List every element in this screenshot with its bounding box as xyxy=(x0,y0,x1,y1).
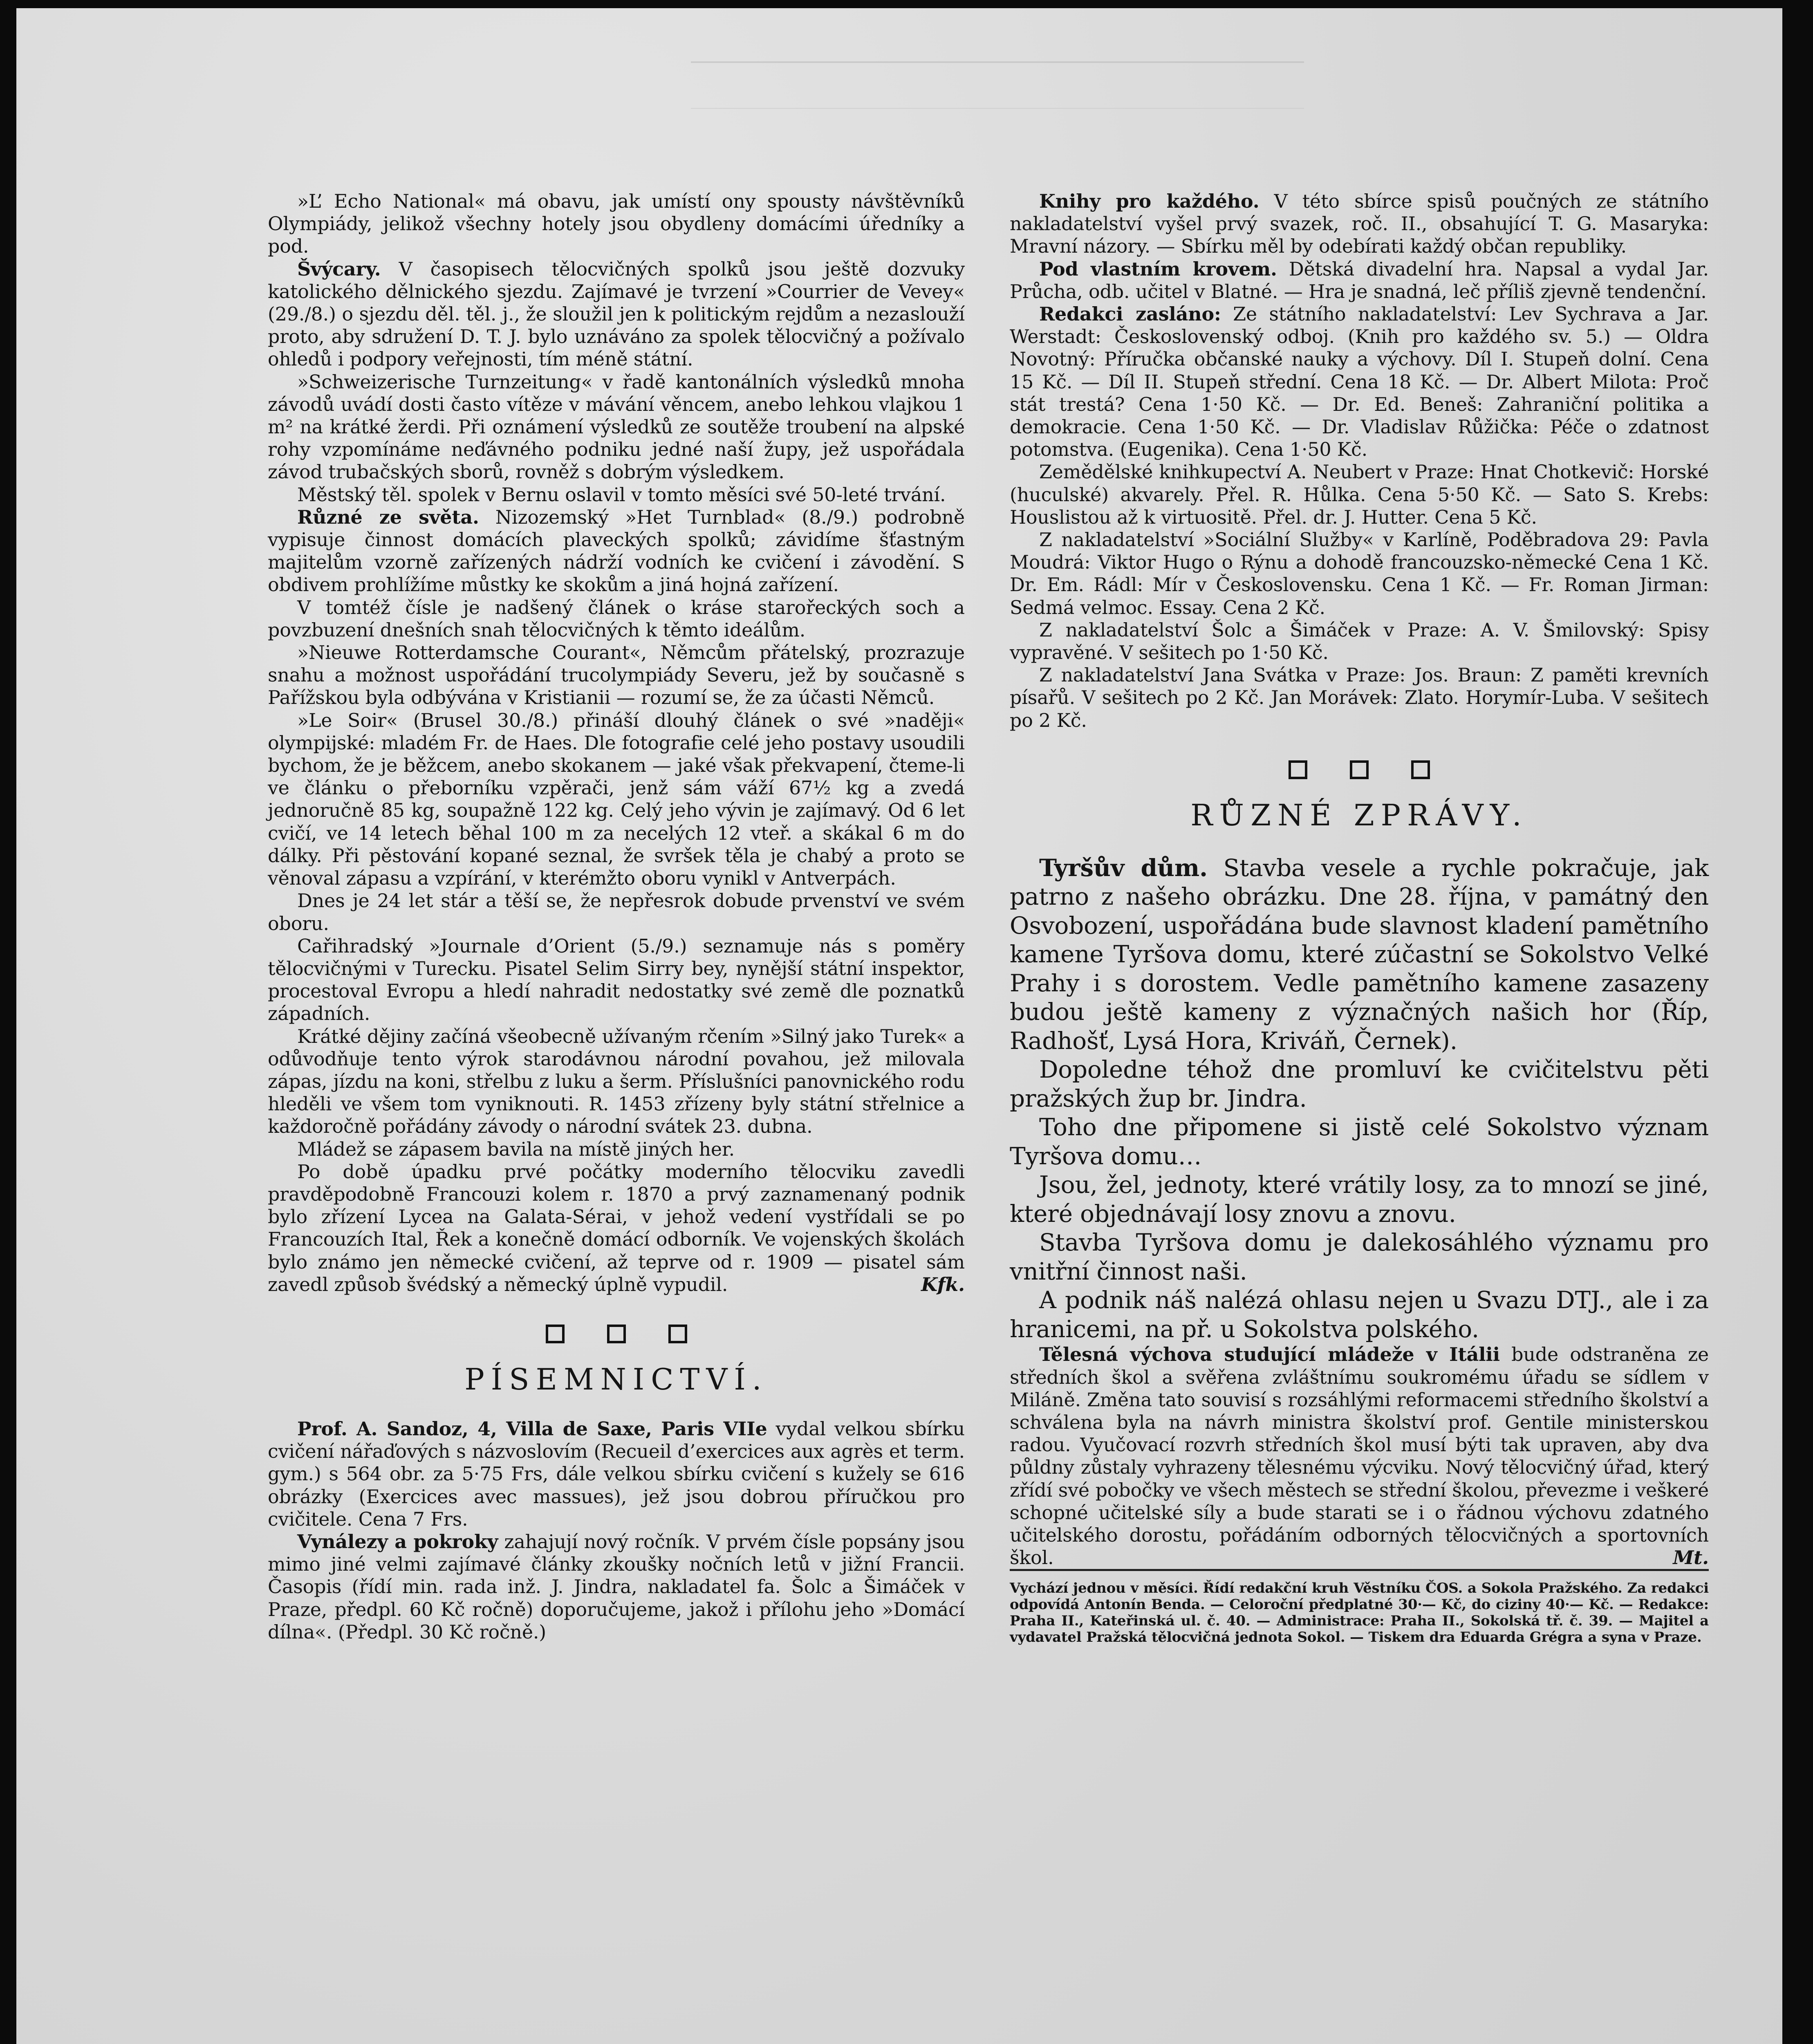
paragraph xyxy=(268,1418,965,1531)
paragraph-title: Knihy pro každého. xyxy=(1039,190,1259,212)
paragraph-title: Tyršův dům. xyxy=(1039,854,1208,882)
square-ornament-icon xyxy=(546,1325,565,1343)
paragraph: Z nakladatelství »Sociální Služby« v Karlíně, Poděbradova 29: Pavla Moudrá: Viktor Hugo o Rýnu a dohodě francouzsko-německé Cena 1 Kč. Dr. Em. Rádl: Mír v Československu. Cena 1 Kč. — Fr. Roman Jirman: Sedmá velmoc. Essay. Cena 2 Kč. xyxy=(1010,529,1709,619)
paragraph-body: Dětská divadelní hra. Napsal a vydal Jar. Průcha, odb. učitel v Blatné. — Hra je snadná, leč příliš zjevně tendenční. xyxy=(1010,258,1709,303)
section-heading: PÍSEMNICTVÍ. xyxy=(464,1362,768,1396)
paragraph: Zemědělské knihkupectví A. Neubert v Praze: Hnat Chotkevič: Horské (huculské) akvarely. Přel. R. Hůlka. Cena 5·50 Kč. — Sato S. Krebs: Houslistou až k virtuositě. Přel. dr. J. Hutter. Cena 5 Kč. xyxy=(1010,461,1709,528)
paragraph-body: Ze státního nakladatelství: Lev Sychrava a Jar. Werstadt: Československý odboj. (Knih pro každého sv. 5.) — Oldra Novotný: Příručka občanské nauky a výchovy. Díl I. Stupeň dolní. Cena 15 Kč. — Díl II. Stupeň střední. Cena 18 Kč. — Dr. Albert Milota: Proč stát trestá? Cena 1·50 Kč. — Dr. Ed. Beneš: Zahraniční politika a demokracie. Cena 1·50 Kč. — Dr. Vladislav Růžička: Péče o zdatnost potomstva. (Eugenika). Cena 1·50 Kč. xyxy=(1010,303,1709,461)
paragraph-body: V časopisech tělocvičných spolků jsou ještě dozvuky katolického dělnického sjezdu. Zajímavé je tvrzení »Courrier de Vevey« (29./8.) o sjezdu děl. těl. j., že sloužil jen k politickým rejdům a nezaslouží proto, aby sdružení D. T. J. bylo uznáváno za spolek tělocvičný a požívalo ohledů i podpory veřejnosti, tím méně státní. xyxy=(268,258,965,370)
imprint-footnote: Vychází jednou v měsíci. Řídí redakční kruh Věstníku ČOS. a Sokola Pražského. Za redakci odpovídá Antonín Benda. — Celoroční předplatné 30·— Kč, do ciziny 40·— Kč. — Redakce: Praha II., Kateřinská ul. č. 40. — Administrace: Praha II., Sokolská tř. č. 39. — Majitel a vydavatel Pražská tělocvičná jednota Sokol. — Tiskem dra Eduarda Grégra a syna v Praze. xyxy=(1010,1569,1709,1645)
paragraph: »Nieuwe Rotterdamsche Courant«, Němcům přátelský, prozrazuje snahu a možnost uspořádání trucolympiády Severu, jež by současně s Pařížskou byla odbývána v Kristianii — rozumí se, že za účasti Němců. xyxy=(268,641,965,709)
square-ornament-icon xyxy=(607,1325,626,1343)
paragraph: Z nakladatelství Šolc a Šimáček v Praze: A. V. Šmilovský: Spisy vypravěné. V sešitech po 1·50 Kč. xyxy=(1010,619,1709,664)
paragraph-title: Redakci zasláno: xyxy=(1039,303,1221,325)
paragraph: Městský těl. spolek v Bernu oslavil v tomto měsíci své 50-leté trvání. xyxy=(297,483,946,506)
paragraph-body: zahajují nový ročník. V prvém čísle popsány jsou mimo jiné velmi zajímavé články zkoušky nočních letů v jižní Francii. Časopis (řídí min. rada inž. J. Jindra, nakladatel fa. Šolc a Šimáček v Praze, předpl. 60 Kč ročně) doporučujeme, jakož i přílohu jeho »Domácí dílna«. (Předpl. 30 Kč ročně.) xyxy=(268,1530,965,1643)
square-ornament-icon xyxy=(1411,760,1430,779)
paragraph: Krátké dějiny začíná všeobecně užívaným rčením »Silný jako Turek« a odůvodňuje tento výrok starodávnou národní povahou, jež milovala zápas, jízdu na koni, střelbu z luku a šerm. Příslušníci panovnického rodu hleděli ve všem tom vyniknouti. R. 1453 zřízeny byly státní střelnice a každoročně pořádány závody o národní svátek 23. dubna. xyxy=(268,1025,965,1138)
author-signature: Mt. xyxy=(1673,1546,1709,1569)
paragraph-title: Tělesná výchova studující mládeže v Itálii xyxy=(1039,1343,1500,1366)
paragraph xyxy=(268,506,965,596)
paragraph-body: V této sbírce spisů poučných ze státního nakladatelství vyšel prvý svazek, roč. II., obsahující T. G. Masaryka: Mravní názory. — Sbírku měl by odebírati každý občan republiky. xyxy=(1010,190,1709,258)
paragraph-body: vydal velkou sbírku cvičení nářaďových s názvoslovím (Recueil d’exercices aux agrès et term. gym.) s 564 obr. za 5·75 Frs, dále velkou sbírku cvičení s kužely se 616 obrázky (Exercices avec massues), jež jsou dobrou příručkou pro cvičitele. Cena 7 Frs. xyxy=(268,1417,965,1530)
paragraph-title: Pod vlastním krovem. xyxy=(1039,258,1277,280)
paragraph: Dopoledne téhož dne promluví ke cvičitelstvu pěti pražských žup br. Jindra. xyxy=(1010,1056,1709,1112)
section-divider xyxy=(268,1321,965,1346)
paragraph: »Schweizerische Turnzeitung« v řadě kantonálních výsledků mnoha závodů uvádí dosti často vítěze v mávání věncem, anebo lehkou vlajkou 1 m² na krátké žerdi. Při oznámení výsledků ze soutěže troubení na alpské rohy vzpomínáme neďávného podniku jedné naší župy, jež uspořádala závod trubačských sborů, rovněž s dobrým výsledkem. xyxy=(268,370,965,483)
paragraph: V tomtéž čísle je nadšený článek o kráse starořeckých soch a povzbuzení dnešních snah tělocvičných k těmto ideálům. xyxy=(268,596,965,641)
paragraph xyxy=(1010,1343,1709,1569)
page xyxy=(16,8,1782,2044)
square-ornament-icon xyxy=(1289,760,1307,779)
paragraph-title: Švýcary. xyxy=(297,258,381,280)
header-rule xyxy=(691,61,1304,109)
paragraph xyxy=(1010,303,1709,461)
paragraph xyxy=(1010,190,1709,258)
paragraph: Cařihradský »Journale d’Orient (5./9.) seznamuje nás s poměry tělocvičnými v Turecku. Pisatel Selim Sirry bey, nynější státní inspektor, procestoval Evropu a hledí nahradit nedostatky své země dle poznatků západních. xyxy=(268,935,965,1025)
paragraph xyxy=(1010,854,1709,1056)
paragraph xyxy=(268,258,965,371)
section-divider xyxy=(1010,757,1709,782)
paragraph-title: Různé ze světa. xyxy=(297,506,479,528)
paragraph-body: Stavba vesele a rychle pokračuje, jak patrno z našeho obrázku. Dne 28. října, v památný den Osvobození, uspořádána bude slavnost kladení pamětního kamene Tyršova domu, které zúčastní se Sokolstvo Velké Prahy i s dorostem. Vedle pamětního kamene zasazeny budou ještě kameny z význačných našich hor (Říp, Radhošť, Lysá Hora, Kriváň, Černek). xyxy=(1010,854,1709,1055)
paragraph xyxy=(1010,258,1709,303)
paragraph: Mládež se zápasem bavila na místě jiných her. xyxy=(297,1138,735,1160)
paragraph: Z nakladatelství Jana Svátka v Praze: Jos. Braun: Z paměti krevních písařů. V sešitech po 2 Kč. Jan Morávek: Zlato. Horymír-Luba. V sešitech po 2 Kč. xyxy=(1010,664,1709,731)
paragraph: Dnes je 24 let stár a těší se, že nepřesrok dobude prvenství ve svém oboru. xyxy=(268,890,965,935)
paragraph-body: bude odstraněna ze středních škol a svěřena zvláštnímu soukromému úřadu se sídlem v Miláně. Změna tato souvisí s rozsáhlými reformacemi středního školství a schválena byla na návrh ministra školství prof. Gentile ministerskou radou. Vyučovací rozvrh středních škol musí býti tak upraven, aby dva půldny zůstaly vyhrazeny tělesnému výcviku. Nový tělocvičný úřad, který zřídí své pobočky ve všech městech se střední školou, převezme i veškeré schopné učitelské síly a bude starati se i o řádnou výchovu zdatného učitelského dorostu, pořádáním odborných tělocvičných a sportovních škol. xyxy=(1010,1343,1709,1569)
square-ornament-icon xyxy=(668,1325,687,1343)
paragraph xyxy=(268,1161,965,1296)
paragraph: A podnik náš nalézá ohlasu nejen u Svazu DTJ., ale i za hranicemi, na př. u Sokolstva polského. xyxy=(1010,1286,1709,1343)
paragraph: »L’ Echo National« má obavu, jak umístí ony spousty návštěvníků Olympiády, jelikož všechny hotely jsou obydleny domácími úředníky a pod. xyxy=(268,190,965,258)
paragraph-title: Vynálezy a pokroky xyxy=(297,1530,498,1553)
paragraph xyxy=(268,1531,965,1643)
square-ornament-icon xyxy=(1350,760,1369,779)
paragraph-title: Prof. A. Sandoz, 4, Villa de Saxe, Paris VIIe xyxy=(297,1417,767,1440)
right-column xyxy=(1010,190,1709,1645)
paragraph: Jsou, žel, jednoty, které vrátily losy, za to mnozí se jiné, které objednávají losy znovu a znovu. xyxy=(1010,1171,1709,1228)
author-signature: Kfk. xyxy=(921,1273,965,1295)
section-heading: RŮZNÉ ZPRÁVY. xyxy=(1190,798,1528,832)
left-column xyxy=(268,190,965,1643)
paragraph: Stavba Tyršova domu je dalekosáhlého významu pro vnitřní činnost naši. xyxy=(1010,1228,1709,1285)
paragraph-body: Po době úpadku prvé počátky moderního tělocviku zavedli pravděpodobně Francouzi kolem r. 1870 a prvý zaznamenaný podnik bylo zřízení Lycea na Galata-Sérai, v jehož vedení vystřídali se po Francouzích Ital, Řek a konečně domácí odborník. Ve vojenských školách bylo známo jen německé cvičení, až teprve od r. 1909 — pisatel sám zavedl způsob švédský a německý úplně vypudil. xyxy=(268,1160,965,1295)
paragraph-body: Nizozemský »Het Turnblad« (8./9.) podrobně vypisuje činnost domácích plaveckých spolků; závidíme šťastným majitelům vzorně zařízených nádrží vodních ke cvičení i závodění. S obdivem prohlížíme můstky ke skokům a jiná hojná zařízení. xyxy=(268,506,965,596)
news-block xyxy=(1010,854,1709,1344)
paragraph: Toho dne připomene si jistě celé Sokolstvo význam Tyršova domu… xyxy=(1010,1113,1709,1170)
paragraph: »Le Soir« (Brusel 30./8.) přináší dlouhý článek o své »naději« olympijské: mladém Fr. de Haes. Dle fotografie celé jeho postavy usoudili bychom, že je běžcem, anebo skokanem — jaké však překvapení, čteme-li ve článku o přeborníku vzpěrači, jenž sám váží 67½ kg a zvedá jednoručně 85 kg, soupažně 122 kg. Celý jeho vývin je zajímavý. Od 6 let cvičí, ve 14 letech běhal 100 m za necelých 12 vteř. a skákal 6 m do dálky. Při pěstování kopané seznal, že svršek těla je chabý a proto se věnoval zápasu a vzpírání, v kterémžto oboru vynikl v Antverpách. xyxy=(268,709,965,890)
